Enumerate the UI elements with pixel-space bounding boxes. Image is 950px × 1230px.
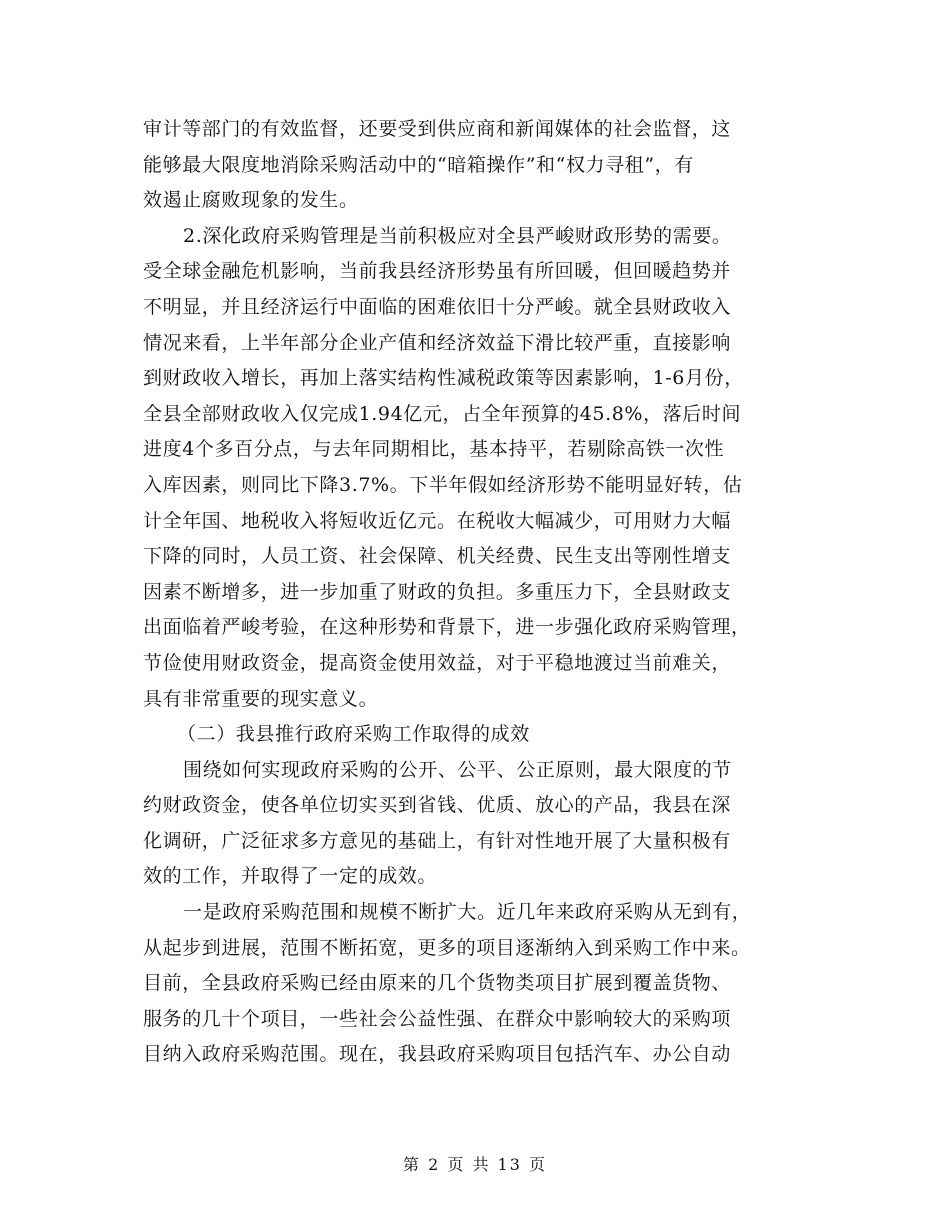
text-line: 目前，全县政府采购已经由原来的几个货物类项目扩展到覆盖货物、 xyxy=(143,972,732,995)
text-line: 受全球金融危机影响，当前我县经济形势虽有所回暖，但回暖趋势并 xyxy=(143,260,732,283)
text-line: 效的工作，并取得了一定的成效。 xyxy=(143,865,438,888)
text-line: 从起步到进展，范围不断拓宽，更多的项目逐渐纳入到采购工作中来。 xyxy=(143,936,751,959)
text-line: 节俭使用财政资金，提高资金使用效益，对于平稳地渡过当前难关， xyxy=(143,651,732,674)
text-line: 效遏止腐败现象的发生。 xyxy=(143,189,359,212)
body-text xyxy=(143,112,808,1073)
text-line: 服务的几十个项目，一些社会公益性强、在群众中影响较大的采购项 xyxy=(143,1007,732,1030)
text-line: 下降的同时，人员工资、社会保障、机关经费、民生支出等刚性增支 xyxy=(143,545,732,568)
text-line: 一是政府采购范围和规模不断扩大。近几年来政府采购从无到有， xyxy=(183,901,752,924)
text-line: 化调研，广泛征求多方意见的基础上，有针对性地开展了大量积极有 xyxy=(143,829,732,852)
text-line: 审计等部门的有效监督，还要受到供应商和新闻媒体的社会监督，这 xyxy=(143,118,732,140)
text-line: 不明显，并且经济运行中面临的困难依旧十分严峻。就全县财政收入 xyxy=(143,295,732,318)
text-line: 出面临着严峻考验，在这种形势和背景下，进一步强化政府采购管理， xyxy=(143,616,751,639)
text-line: 约财政资金，使各单位切实买到省钱、优质、放心的产品，我县在深 xyxy=(143,794,732,817)
text-line: 因素不断增多，进一步加重了财政的负担。多重压力下，全县财政支 xyxy=(143,580,732,603)
text-line: 具有非常重要的现实意义。 xyxy=(143,687,379,710)
text-line: 2.深化政府采购管理是当前积极应对全县严峻财政形势的需要。 xyxy=(183,224,732,247)
text-line: 围绕如何实现政府采购的公开、公平、公正原则，最大限度的节 xyxy=(183,758,732,781)
text-line: 入库因素，则同比下降3.7%。下半年假如经济形势不能明显好转，估 xyxy=(143,473,743,496)
text-line: 计全年国、地税收入将短收近亿元。在税收大幅减少，可用财力大幅 xyxy=(143,509,732,532)
page-number-footer: 第 2 页 共 13 页 xyxy=(403,1155,547,1174)
text-line: 能够最大限度地消除采购活动中的“暗箱操作”和“权力寻租”，有 xyxy=(143,153,694,176)
text-line: 进度4个多百分点，与去年同期相比，基本持平，若剔除高铁一次性 xyxy=(143,438,725,461)
text-line: 全县全部财政收入仅完成1.94亿元，占全年预算的45.8%，落后时间 xyxy=(143,402,742,425)
text-line: 情况来看，上半年部分企业产值和经济效益下滑比较严重，直接影响 xyxy=(143,331,732,354)
text-line: 目纳入政府采购范围。现在，我县政府采购项目包括汽车、办公自动 xyxy=(143,1043,732,1066)
text-line: 到财政收入增长，再加上落实结构性减税政策等因素影响，1-6月份， xyxy=(143,367,744,390)
section-heading: （二）我县推行政府采购工作取得的成效 xyxy=(177,723,530,746)
